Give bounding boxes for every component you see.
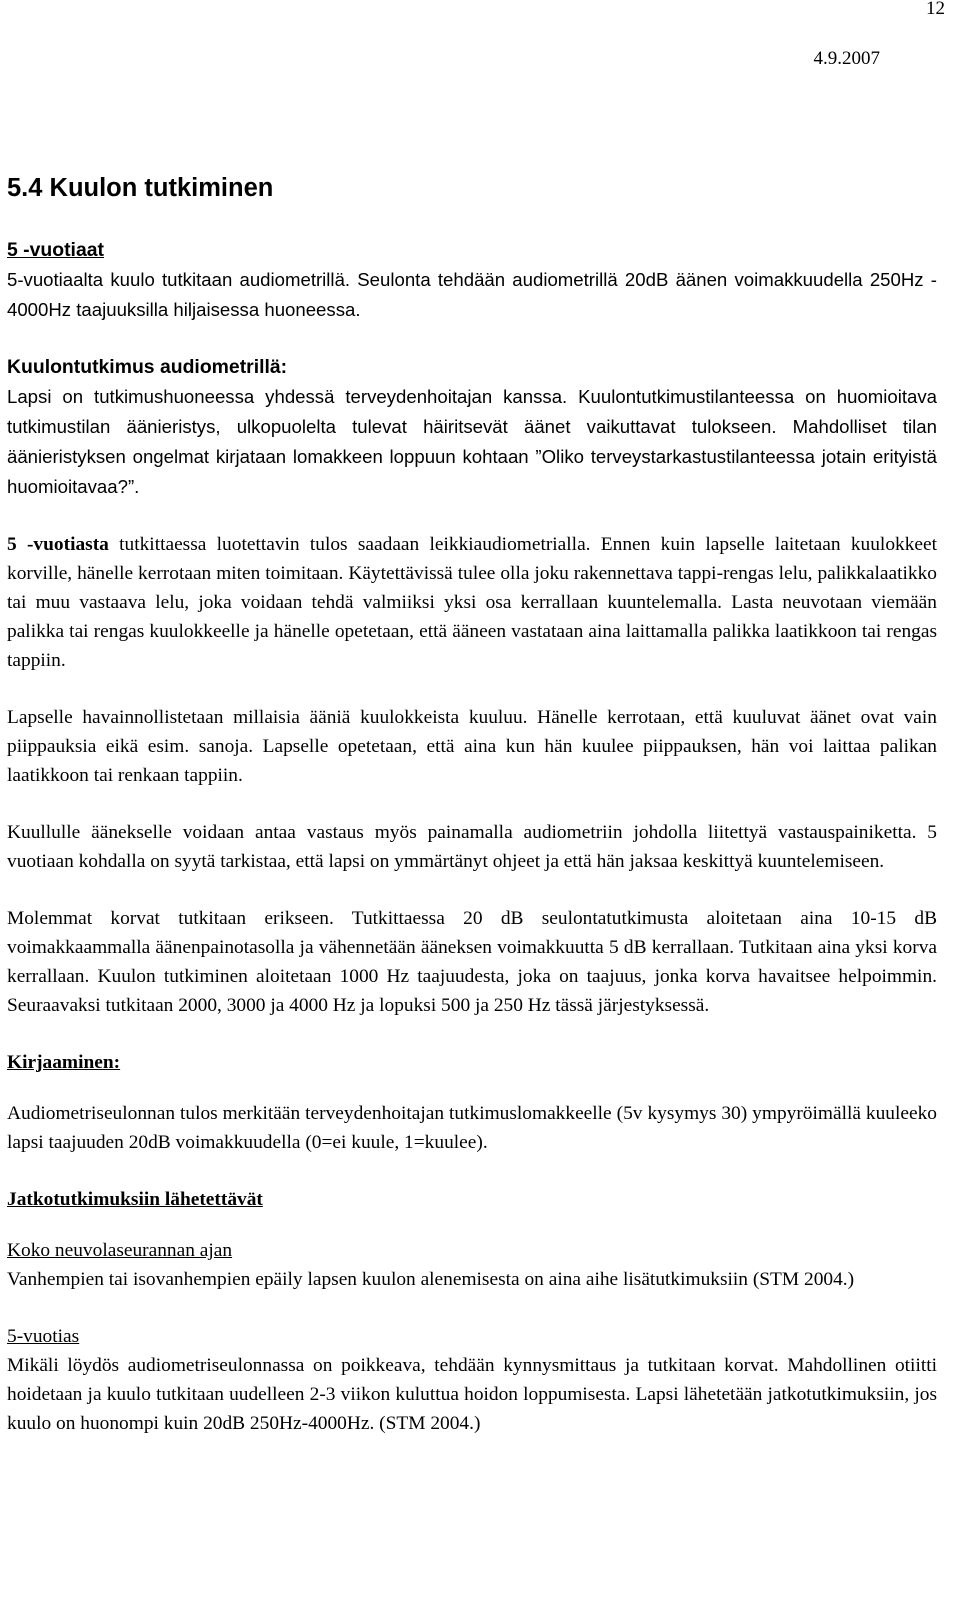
- paragraph-vastauspainike: Kuullulle äänekselle voidaan antaa vastaus myös painamalla audiometriin johdolla liitettyä vastauspainiketta. 5 vuotiaan kohdalla on syytä tarkistaa, että lapsi on ymmärtänyt ohjeet ja että hän jaksaa keskittyä kuuntelemiseen.: [7, 822, 937, 872]
- paragraph-leikkiaudiometria: [7, 530, 937, 675]
- paragraph-5-vuotiaat: [7, 236, 937, 325]
- paragraph-text: 5-vuotiaalta kuulo tutkitaan audiometrillä. Seulonta tehdään audiometrillä 20dB äänen voimakkuudella 250Hz - 4000Hz taajuuksilla hiljaisessa huoneessa.: [7, 269, 937, 320]
- subheading-kirjaaminen: Kirjaaminen:: [7, 1052, 121, 1073]
- page-number: 12: [926, 0, 945, 19]
- subheading-audiometri: Kuulontutkimus audiometrillä:: [7, 356, 288, 378]
- subheading-koko-neuvolaseuranta: Koko neuvolaseurannan ajan: [7, 1240, 233, 1261]
- paragraph-audiometri: [7, 353, 937, 502]
- heading-jatkotutkimukset: [7, 1185, 937, 1214]
- paragraph-havainnollistus: Lapselle havainnollistetaan millaisia ääniä kuulokkeista kuuluu. Hänelle kerrotaan, että kuuluvat äänet ovat vain piippauksia eikä esim. sanoja. Lapselle opetetaan, että aina kun hän kuulee piippauksen, hän voi laittaa palikan laatikkoon tai renkaan tappiin.: [7, 707, 937, 786]
- section-heading: 5.4 Kuulon tutkiminen: [7, 174, 274, 202]
- bold-lead: 5 -vuotiasta: [7, 534, 109, 555]
- document-date: 4.9.2007: [813, 48, 880, 69]
- paragraph-korvat: Molemmat korvat tutkitaan erikseen. Tutkittaessa 20 dB seulontatutkimusta aloitetaan aina 10-15 dB voimakkaammalla äänenpainotasolla ja vähennetään ääneksen voimakkuutta 5 dB kerrallaan. Tutkitaan aina yksi korva kerrallaan. Kuulon tutkiminen aloitetaan 1000 Hz taajuudesta, joka on taajuus, jonka korva havaitsee helpoimmin. Seuraavaksi tutkitaan 2000, 3000 ja 4000 Hz ja lopuksi 500 ja 250 Hz tässä järjestyksessä.: [7, 908, 937, 1016]
- subheading-jatkotutkimukset: Jatkotutkimuksiin lähetettävät: [7, 1189, 263, 1210]
- paragraph-kirjaaminen: Audiometriseulonnan tulos merkitään terveydenhoitajan tutkimuslomakkeelle (5v kysymys 30) ympyröimällä kuuleeko lapsi taajuuden 20dB voimakkuudella (0=ei kuule, 1=kuulee).: [7, 1103, 937, 1153]
- paragraph-koko-neuvolaseuranta: [7, 1236, 937, 1294]
- document-body: [7, 170, 937, 1466]
- paragraph-text: Lapsi on tutkimushuoneessa yhdessä terveydenhoitajan kanssa. Kuulontutkimustilanteessa on huomioitava tutkimustilan äänieristys, ulkopuolelta tulevat häiritsevät äänet vaikuttavat tulokseen. Mahdolliset tilan äänieristyksen ongelmat kirjataan lomakkeen loppuun kohtaan ”Oliko terveystarkastustilanteessa jotain erityistä huomioitavaa?”.: [7, 386, 937, 497]
- subheading-5-vuotias: 5-vuotias: [7, 1326, 80, 1347]
- paragraph-5-vuotias: [7, 1322, 937, 1438]
- subheading-5-vuotiaat: 5 -vuotiaat: [7, 239, 104, 261]
- paragraph-text: Mikäli löydös audiometriseulonnassa on poikkeava, tehdään kynnysmittaus ja tutkitaan korvat. Mahdollinen otiitti hoidetaan ja kuulo tutkitaan uudelleen 2-3 viikon kuluttua hoidon loppumisesta. Lapsi lähetetään jatkotutkimuksiin, jos kuulo on huonompi kuin 20dB 250Hz-4000Hz. (STM 2004.): [7, 1355, 937, 1434]
- paragraph-text: tutkittaessa luotettavin tulos saadaan leikkiaudiometrialla. Ennen kuin lapselle laitetaan kuulokkeet korville, hänelle kerrotaan miten toimitaan. Käytettävissä tulee olla joku rakennettava tappi-rengas lelu, palikkalaatikko tai muu vastaava lelu, joka voidaan tehdä valmiiksi yksi osa kerrallaan kuuntelemalla. Lasta neuvotaan viemään palikka tai rengas kuulokkeelle ja hänelle opetetaan, että ääneen vastataan aina laittamalla palikka laatikkoon tai rengas tappiin.: [7, 534, 937, 671]
- heading-kirjaaminen: [7, 1048, 937, 1077]
- paragraph-text: Vanhempien tai isovanhempien epäily lapsen kuulon alenemisesta on aina aihe lisätutkimuksiin (STM 2004.): [7, 1269, 855, 1290]
